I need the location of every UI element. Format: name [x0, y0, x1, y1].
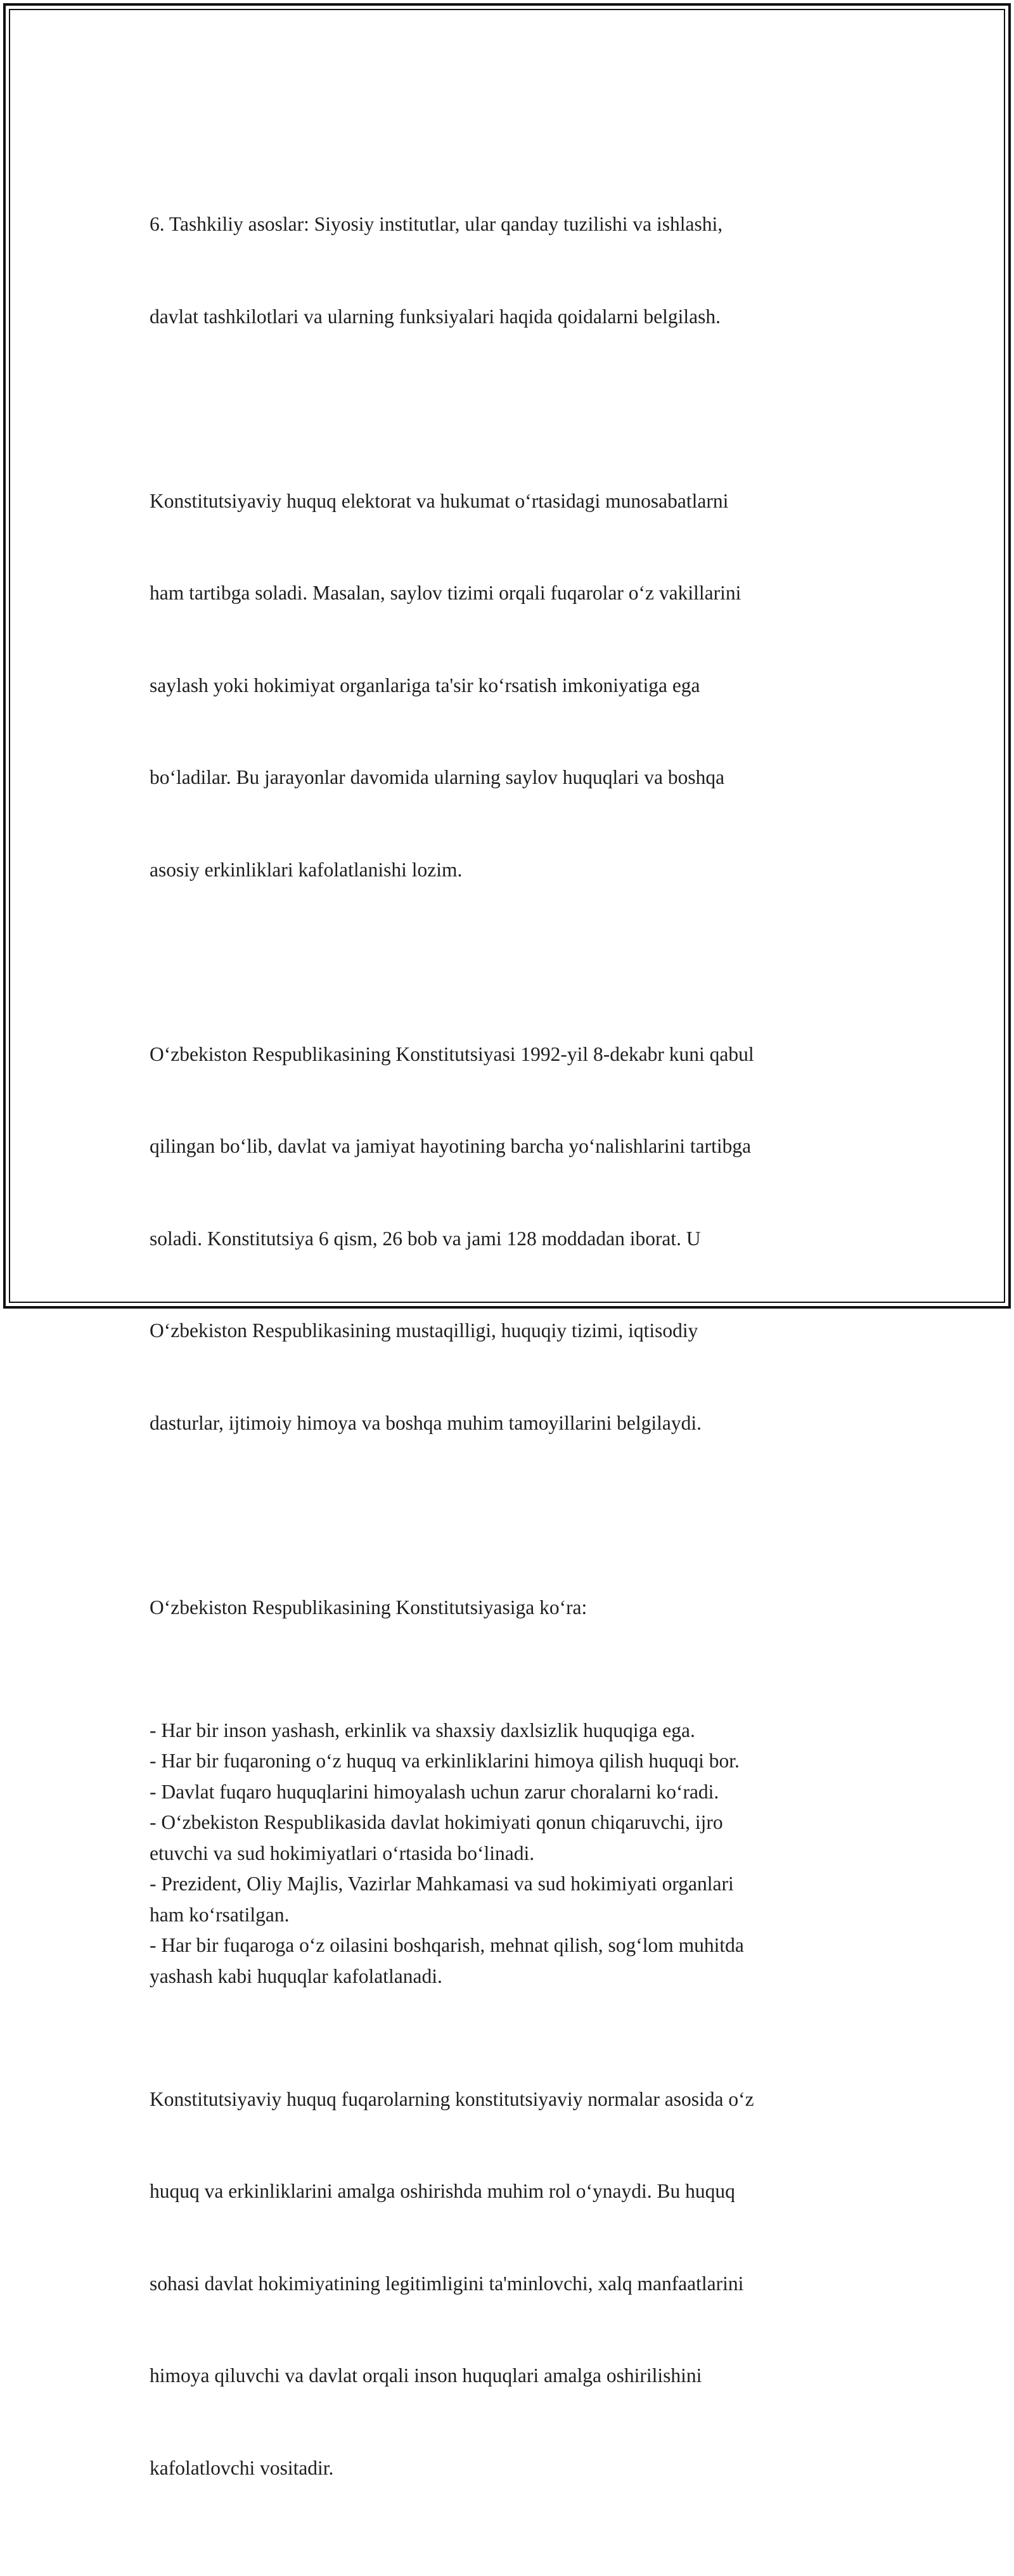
text-line: O‘zbekiston Respublikasining Konstitutsiyasiga ko‘ra:	[150, 1596, 587, 1618]
text-line: huquq va erkinliklarini amalga oshirishda muhim rol o‘ynaydi. Bu huquq	[150, 2180, 735, 2202]
paragraph-constitution-adoption	[150, 978, 866, 1501]
text-line: - Davlat fuqaro huquqlarini himoyalash uchun zarur choralarni ko‘radi.	[150, 1780, 719, 1803]
text-line: himoya qiluvchi va davlat orqali inson huquqlari amalga oshirilishini	[150, 2364, 702, 2387]
text-line: - O‘zbekiston Respublikasida davlat hokimiyati qonun chiqaruvchi, ijro	[150, 1811, 723, 1833]
list-item	[150, 1746, 866, 1777]
text-line: kafolatlovchi vositadir.	[150, 2456, 334, 2479]
paragraph-closing	[150, 2023, 866, 2546]
text-line: O‘zbekiston Respublikasining mustaqilligi, huquqiy tizimi, iqtisodiy	[150, 1319, 698, 1342]
text-line: saylash yoki hokimiyat organlariga ta'sir ko‘rsatish imkoniyatiga ega	[150, 674, 700, 696]
rights-list	[150, 1715, 866, 1992]
text-line: Konstitutsiyaviy huquq fuqarolarning konstitutsiyaviy normalar asosida o‘z	[150, 2087, 754, 2110]
text-line: - Har bir fuqaroga o‘z oilasini boshqarish, mehnat qilish, sog‘lom muhitda	[150, 1934, 744, 1956]
list-item	[150, 1807, 866, 1869]
text-line: O‘zbekiston Respublikasining Konstitutsiyasi 1992-yil 8-dekabr kuni qabul	[150, 1042, 754, 1065]
text-line: davlat tashkilotlari va ularning funksiyalari haqida qoidalarni belgilash.	[150, 305, 721, 328]
text-line: 6. Tashkiliy asoslar: Siyosiy institutlar, ular qanday tuzilishi va ishlashi,	[150, 213, 723, 235]
paragraph-organizational-foundations	[150, 148, 866, 394]
text-line: bo‘ladilar. Bu jarayonlar davomida ularning saylov huquqlari va boshqa	[150, 766, 725, 788]
paragraph-electorate-relations	[150, 425, 866, 947]
text-line: asosiy erkinliklari kafolatlanishi lozim.	[150, 858, 463, 881]
text-line: ham ko‘rsatilgan.	[150, 1903, 290, 1926]
text-line: - Har bir inson yashash, erkinlik va shaxsiy daxlsizlik huquqiga ega.	[150, 1719, 695, 1741]
text-line: yashash kabi huquqlar kafolatlanadi.	[150, 1964, 442, 1987]
list-item	[150, 1930, 866, 1992]
list-item	[150, 1715, 866, 1746]
text-line: ham tartibga soladi. Masalan, saylov tizimi orqali fuqarolar o‘z vakillarini	[150, 582, 741, 604]
text-line: etuvchi va sud hokimiyatlari o‘rtasida bo‘linadi.	[150, 1842, 535, 1864]
text-line: Konstitutsiyaviy huquq elektorat va hukumat o‘rtasidagi munosabatlarni	[150, 489, 729, 512]
list-intro	[150, 1531, 866, 1685]
text-line: - Har bir fuqaroning o‘z huquq va erkinliklarini himoya qilish huquqi bor.	[150, 1750, 740, 1772]
document-body	[150, 148, 866, 2576]
text-line: sohasi davlat hokimiyatining legitimligini ta'minlovchi, xalq manfaatlarini	[150, 2272, 744, 2295]
text-line: soladi. Konstitutsiya 6 qism, 26 bob va jami 128 moddadan iborat. U	[150, 1227, 701, 1250]
text-line: - Prezident, Oliy Majlis, Vazirlar Mahkamasi va sud hokimiyati organlari	[150, 1873, 734, 1895]
list-item	[150, 1777, 866, 1808]
text-line: qilingan bo‘lib, davlat va jamiyat hayotining barcha yo‘nalishlarini tartibga	[150, 1135, 752, 1157]
text-line: dasturlar, ijtimoiy himoya va boshqa muhim tamoyillarini belgilaydi.	[150, 1411, 702, 1434]
list-item	[150, 1869, 866, 1930]
